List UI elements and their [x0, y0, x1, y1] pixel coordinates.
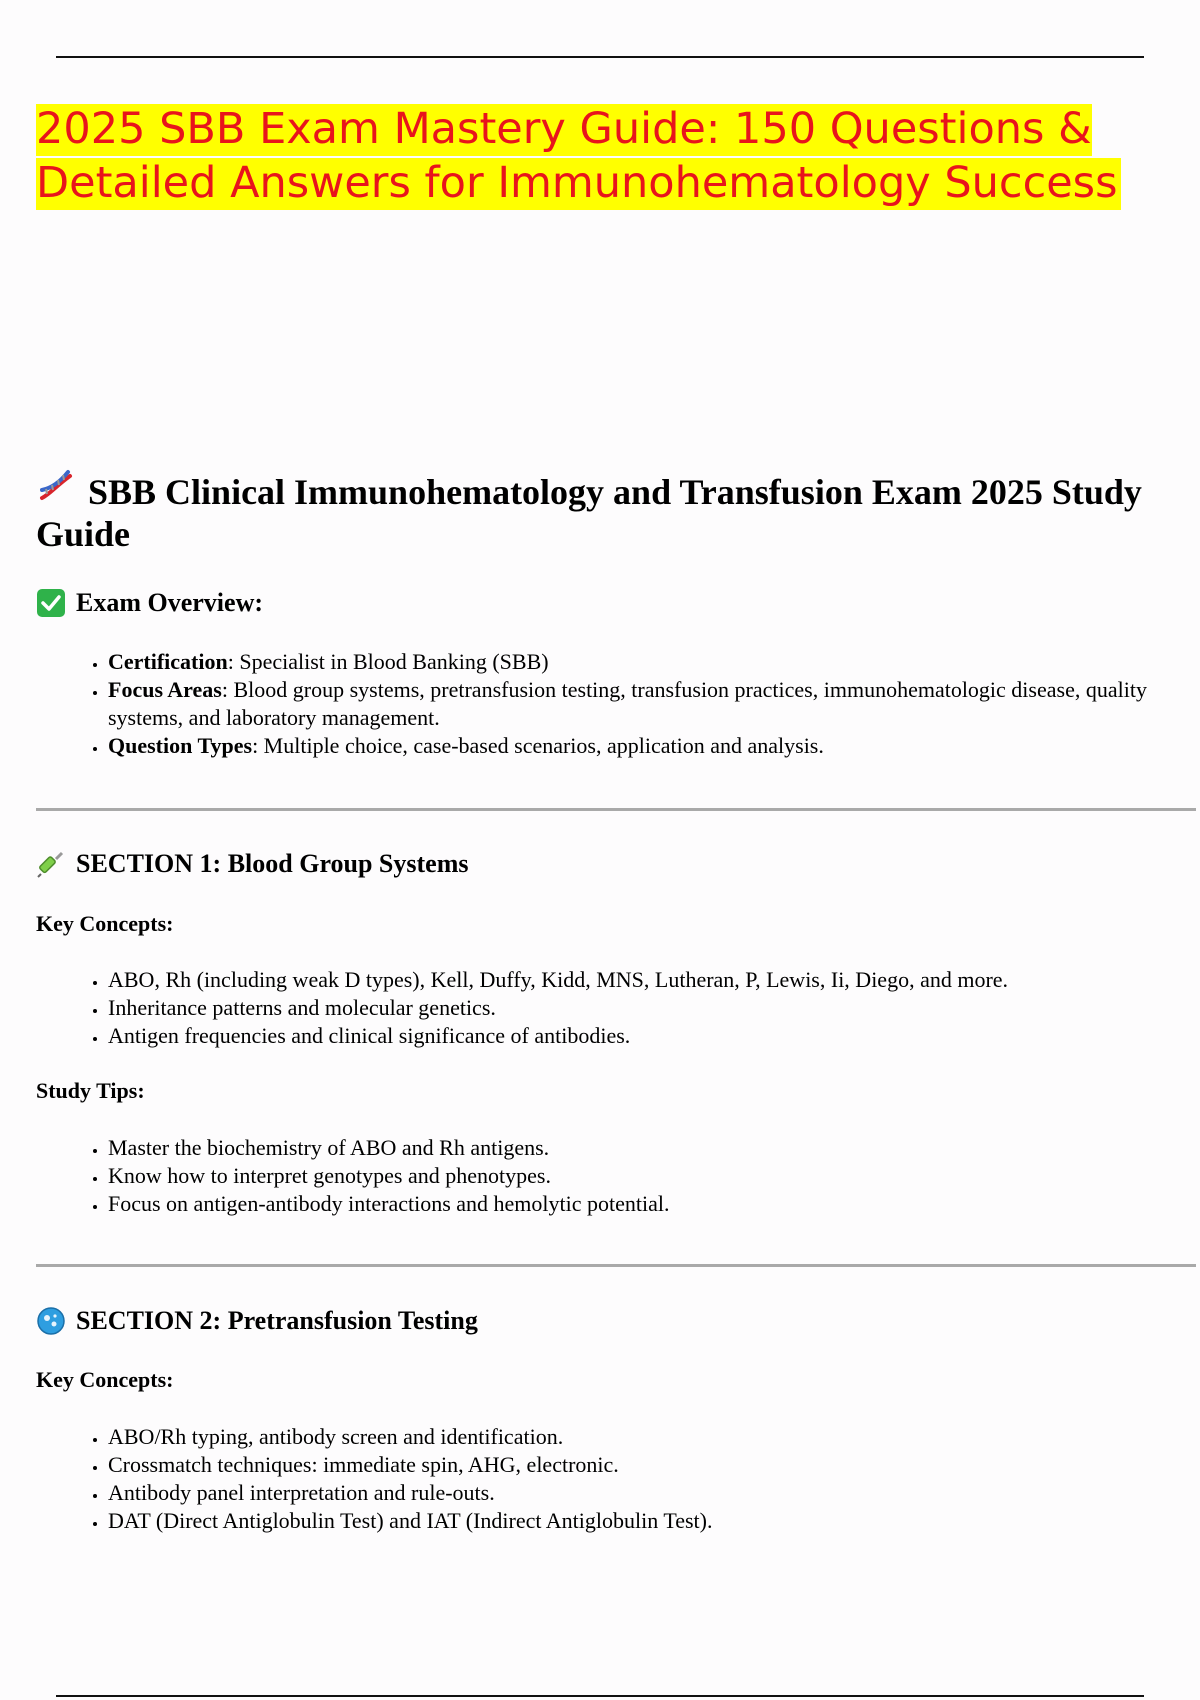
- section1-key-concepts-list: [72, 966, 1188, 1050]
- overview-list: [72, 648, 1188, 760]
- item-term: Question Types: [108, 733, 253, 758]
- list-item: • Inheritance patterns and molecular genetics.: [108, 994, 1188, 1022]
- section-divider: [36, 808, 1196, 811]
- list-item: • Focus on antigen-antibody interactions and hemolytic potential.: [108, 1190, 1188, 1218]
- section2-heading: [36, 1305, 478, 1337]
- dna-icon: [36, 468, 76, 508]
- item-term: Certification: [108, 649, 228, 674]
- section1-heading-text: SECTION 1: Blood Group Systems: [76, 849, 469, 878]
- list-item: • Antigen frequencies and clinical significance of antibodies.: [108, 1022, 1188, 1050]
- list-item: [108, 732, 1188, 760]
- section1-study-tips-list: [72, 1134, 1188, 1218]
- list-item: • Antibody panel interpretation and rule-outs.: [108, 1479, 1188, 1507]
- section2-heading-text: SECTION 2: Pretransfusion Testing: [76, 1306, 478, 1335]
- section1-key-concepts-label: Key Concepts:: [36, 911, 174, 936]
- list-item: • DAT (Direct Antiglobulin Test) and IAT (Indirect Antiglobulin Test).: [108, 1507, 1188, 1535]
- title-highlight: 2025 SBB Exam Mastery Guide: 150 Questions & Detailed Answers for Immunohematology Success: [36, 104, 1121, 210]
- section-divider: [36, 1264, 1196, 1267]
- item-text: : Blood group systems, pretransfusion testing, transfusion practices, immunohematologic disease, quality systems, and laboratory management.: [108, 677, 1147, 730]
- document-title: [36, 102, 1166, 210]
- item-text: : Multiple choice, case-based scenarios, application and analysis.: [252, 733, 824, 758]
- syringe-icon: [36, 849, 66, 879]
- list-item: [108, 648, 1188, 676]
- exam-overview-heading: [36, 587, 263, 619]
- item-term: Focus Areas: [108, 677, 222, 702]
- bottom-rule: [56, 1695, 1144, 1697]
- list-item: • Master the biochemistry of ABO and Rh antigens.: [108, 1134, 1188, 1162]
- list-item: [108, 676, 1188, 732]
- section1-study-tips-label: Study Tips:: [36, 1078, 145, 1103]
- guide-heading: [36, 468, 1176, 555]
- check-box-icon: [36, 588, 66, 618]
- section2-key-concepts-label: Key Concepts:: [36, 1367, 174, 1392]
- section2-key-concepts-list: [72, 1423, 1188, 1535]
- item-text: : Specialist in Blood Banking (SBB): [227, 649, 549, 674]
- list-item: • ABO, Rh (including weak D types), Kell, Duffy, Kidd, MNS, Lutheran, P, Lewis, Ii, Diego, and more.: [108, 966, 1188, 994]
- exam-overview-heading-text: Exam Overview:: [76, 588, 264, 617]
- top-rule: [56, 56, 1144, 58]
- list-item: • Know how to interpret genotypes and phenotypes.: [108, 1162, 1188, 1190]
- section1-heading: [36, 848, 469, 880]
- guide-heading-text: SBB Clinical Immunohematology and Transfusion Exam 2025 Study Guide: [36, 472, 1142, 554]
- petri-dish-icon: [36, 1306, 66, 1336]
- list-item: • ABO/Rh typing, antibody screen and identification.: [108, 1423, 1188, 1451]
- list-item: • Crossmatch techniques: immediate spin, AHG, electronic.: [108, 1451, 1188, 1479]
